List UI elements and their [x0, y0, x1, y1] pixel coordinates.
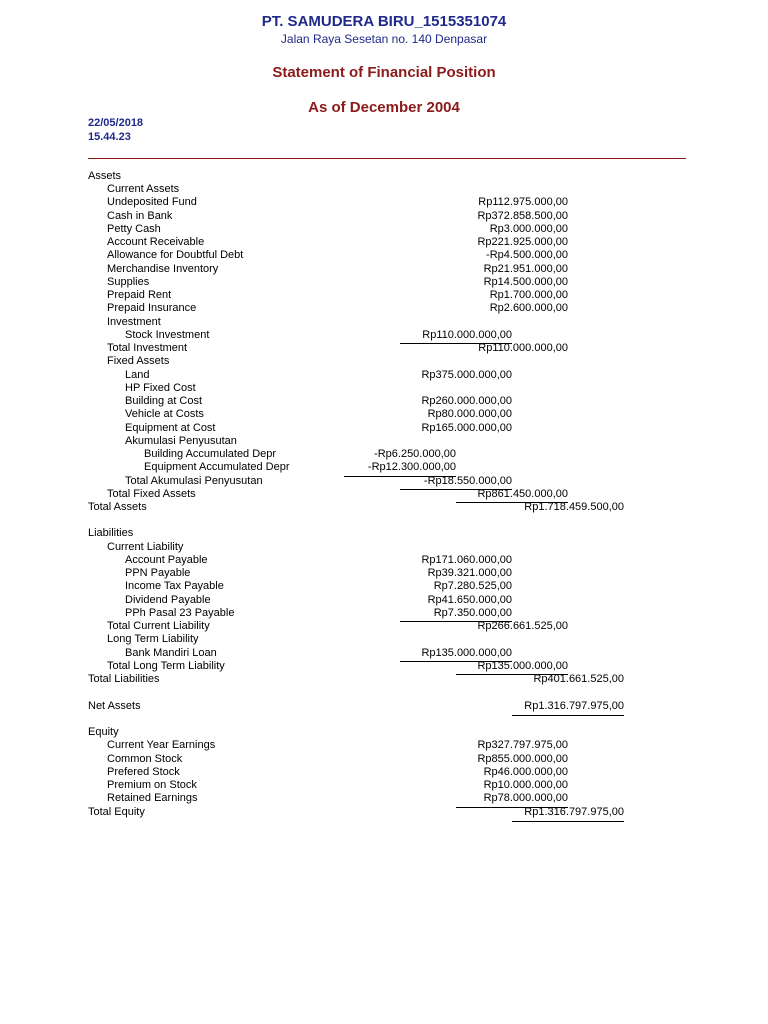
row-label: Net Assets: [88, 699, 141, 712]
row-label: Retained Earnings: [107, 792, 198, 805]
row-label: Petty Cash: [107, 222, 161, 235]
row-amount: Rp327.797.975,00: [477, 739, 568, 752]
statement-row: [0, 660, 768, 673]
header-divider: [88, 158, 686, 159]
statement-row: [0, 700, 768, 713]
subtotal-rule: [400, 343, 512, 344]
statement-row: [0, 726, 768, 739]
row-amount: Rp165.000.000,00: [421, 421, 512, 434]
row-label: Total Akumulasi Penyusutan: [125, 474, 263, 487]
subtotal-rule: [456, 502, 568, 503]
statement-row: [0, 435, 768, 448]
statement-row: [0, 792, 768, 805]
row-amount: -Rp6.250.000,00: [374, 448, 456, 461]
row-amount: Rp112.975.000,00: [478, 196, 568, 209]
row-label: Total Assets: [88, 501, 147, 513]
row-label: Prepaid Insurance: [107, 302, 197, 315]
row-amount: Rp46.000.000,00: [483, 765, 568, 778]
statement-row: [0, 183, 768, 196]
row-label: Bank Mandiri Loan: [125, 646, 217, 659]
statement-row: [0, 170, 768, 183]
row-label: Assets: [88, 170, 122, 182]
row-amount: Rp1.316.797.975,00: [524, 699, 624, 712]
statement-row: [0, 461, 768, 474]
row-label: Stock Investment: [125, 328, 210, 341]
statement-row: [0, 316, 768, 329]
row-label: Building Accumulated Depr: [144, 448, 277, 461]
statement-row: [0, 647, 768, 660]
statement-row: [0, 249, 768, 262]
statement-row: [0, 210, 768, 223]
row-label: Current Liability: [107, 540, 184, 553]
row-amount: -Rp12.300.000,00: [367, 461, 456, 474]
statement-row: [0, 488, 768, 501]
statement-row: [0, 289, 768, 302]
row-amount: Rp80.000.000,00: [427, 408, 512, 421]
company-name: PT. SAMUDERA BIRU_1515351074: [261, 13, 507, 30]
row-amount: Rp2.600.000,00: [489, 302, 568, 315]
row-label: Fixed Assets: [107, 355, 170, 368]
statement-row: [0, 779, 768, 792]
row-label: Akumulasi Penyusutan: [125, 434, 237, 447]
row-label: Liabilities: [88, 527, 134, 540]
row-label: Long Term Liability: [107, 633, 199, 646]
row-amount: Rp855.000.000,00: [477, 752, 568, 765]
row-label: Building at Cost: [125, 395, 203, 408]
row-amount: Rp10.000.000,00: [483, 779, 568, 792]
row-amount: Rp3.000.000,00: [489, 222, 568, 235]
row-label: Prepaid Rent: [107, 289, 172, 302]
row-label: Equipment at Cost: [125, 421, 216, 434]
statement-row: [0, 514, 768, 527]
row-label: Cash in Bank: [107, 209, 173, 222]
row-label: Account Receivable: [107, 236, 205, 249]
subtotal-rule: [456, 807, 568, 808]
row-label: HP Fixed Cost: [125, 381, 196, 394]
print-date: 22/05/2018: [88, 117, 144, 129]
statement-row: [0, 594, 768, 607]
statement-row: [0, 806, 768, 819]
row-label: Investment: [107, 315, 161, 328]
statement-row: [0, 766, 768, 779]
row-label: PPN Payable: [125, 567, 191, 580]
report-period: As of December 2004: [308, 99, 460, 116]
row-label: Premium on Stock: [107, 779, 197, 792]
row-amount: Rp7.350.000,00: [433, 606, 512, 619]
row-amount: Rp1.700.000,00: [489, 289, 568, 302]
row-label: Allowance for Doubtful Debt: [107, 249, 244, 262]
statement-row: [0, 355, 768, 368]
row-label: Merchandise Inventory: [107, 262, 219, 275]
statement-row: [0, 302, 768, 315]
row-label: Total Investment: [107, 342, 188, 355]
row-amount: Rp221.925.000,00: [477, 236, 568, 249]
row-label: Supplies: [107, 275, 150, 288]
total-underline: [512, 821, 624, 822]
statement-row: [0, 739, 768, 752]
row-label: Equipment Accumulated Depr: [144, 461, 290, 474]
statement-row: [0, 541, 768, 554]
row-amount: Rp401.661.525,00: [533, 673, 624, 686]
row-amount: Rp7.280.525,00: [433, 580, 512, 593]
row-amount: Rp39.321.000,00: [427, 567, 512, 580]
row-amount: Rp14.500.000,00: [483, 275, 568, 288]
row-amount: Rp861.450.000,00: [477, 487, 568, 500]
row-amount: Rp78.000.000,00: [483, 792, 568, 805]
statement-row: [0, 329, 768, 342]
row-label: Total Fixed Assets: [107, 487, 196, 500]
row-amount: Rp372.858.500,00: [477, 209, 568, 222]
row-label: Land: [125, 368, 150, 381]
row-label: Total Equity: [88, 805, 145, 818]
row-amount: Rp1.316.797.975,00: [524, 805, 624, 818]
row-amount: -Rp18.550.000,00: [423, 474, 512, 487]
statement-row: [0, 554, 768, 567]
row-label: Income Tax Payable: [125, 580, 224, 593]
statement-row: [0, 342, 768, 355]
statement-row: [0, 395, 768, 408]
row-amount: Rp135.000.000,00: [421, 646, 512, 659]
statement-row: [0, 369, 768, 382]
statement-row: [0, 620, 768, 633]
statement-row: [0, 276, 768, 289]
row-amount: Rp41.650.000,00: [427, 593, 512, 606]
statement-row: [0, 408, 768, 421]
statement-row: [0, 567, 768, 580]
statement-row: [0, 527, 768, 540]
report-title: Statement of Financial Position: [272, 64, 496, 81]
statement-row: [0, 607, 768, 620]
statement-row: [0, 223, 768, 236]
row-label: Prefered Stock: [107, 765, 180, 778]
statement-row: [0, 580, 768, 593]
row-label: Current Assets: [107, 183, 180, 196]
row-amount: Rp171.060.000,00: [421, 553, 512, 566]
row-amount: Rp110.000.000,00: [478, 342, 568, 355]
row-label: Undeposited Fund: [107, 196, 197, 209]
statement-row: [0, 686, 768, 699]
statement-row: [0, 673, 768, 686]
statement-row: [0, 422, 768, 435]
subtotal-rule: [456, 674, 568, 675]
subtotal-rule: [400, 489, 512, 490]
statement-row: [0, 753, 768, 766]
row-label: Current Year Earnings: [107, 739, 216, 752]
row-label: Total Liabilities: [88, 673, 160, 686]
row-label: Total Long Term Liability: [107, 659, 225, 672]
row-amount: Rp21.951.000,00: [483, 262, 568, 275]
row-amount: Rp1.718.459.500,00: [524, 501, 624, 513]
statement-row: [0, 448, 768, 461]
row-label: PPh Pasal 23 Payable: [125, 606, 235, 619]
statement-row: [0, 633, 768, 646]
statement-row: [0, 263, 768, 276]
row-amount: Rp135.000.000,00: [477, 659, 568, 672]
print-time: 15.44.23: [88, 131, 131, 143]
subtotal-rule: [344, 476, 456, 477]
subtotal-rule: [400, 621, 512, 622]
statement-row: [0, 236, 768, 249]
row-label: Equity: [88, 726, 119, 739]
row-amount: Rp110.000.000,00: [422, 328, 512, 341]
statement-row: [0, 501, 768, 514]
row-amount: Rp375.000.000,00: [421, 368, 512, 381]
row-label: Dividend Payable: [125, 593, 211, 606]
statement-row: [0, 196, 768, 209]
subtotal-rule: [400, 661, 512, 662]
row-amount: -Rp4.500.000,00: [486, 249, 568, 262]
statement-row: [0, 713, 768, 726]
row-label: Total Current Liability: [107, 620, 210, 633]
row-label: Common Stock: [107, 752, 183, 765]
row-amount: Rp266.661.525,00: [477, 620, 568, 633]
company-address: Jalan Raya Sesetan no. 140 Denpasar: [280, 32, 488, 46]
row-label: Account Payable: [125, 553, 208, 566]
row-amount: Rp260.000.000,00: [421, 395, 512, 408]
row-label: Vehicle at Costs: [125, 408, 204, 421]
statement-row: [0, 382, 768, 395]
